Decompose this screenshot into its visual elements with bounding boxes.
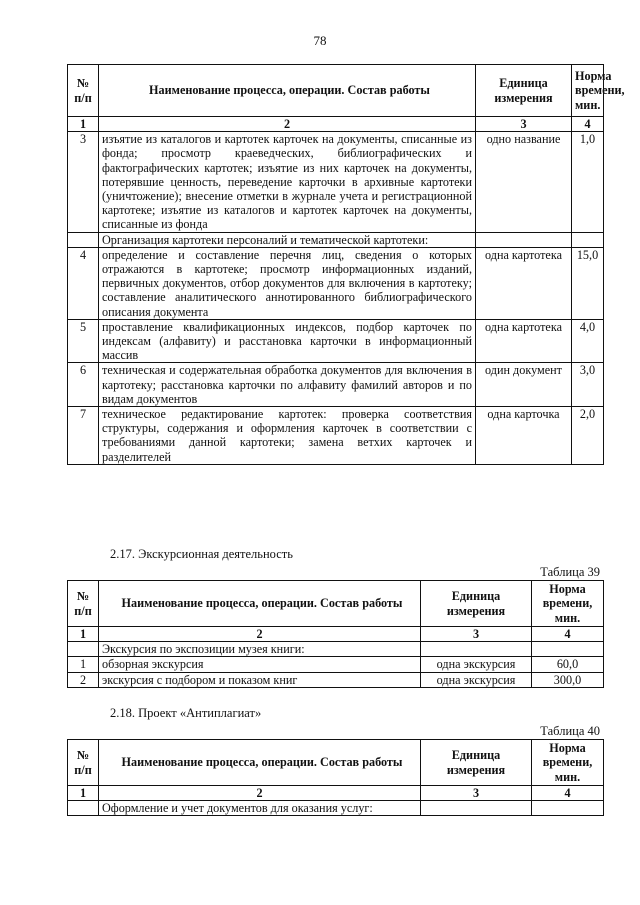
row-desc: обзорная экскурсия <box>99 657 421 672</box>
header-norm: Норма времени, мин. <box>532 581 604 627</box>
table-row <box>68 132 604 232</box>
table-row <box>68 247 604 319</box>
row-num <box>68 232 99 247</box>
row-num: 4 <box>68 247 99 319</box>
row-unit <box>421 642 532 657</box>
index-cell: 2 <box>99 117 476 132</box>
row-num: 7 <box>68 407 99 465</box>
table-row <box>68 363 604 407</box>
index-cell: 4 <box>572 117 604 132</box>
header-name: Наименование процесса, операции. Состав работы <box>99 581 421 627</box>
table-row <box>68 642 604 657</box>
index-cell: 3 <box>476 117 572 132</box>
table-row <box>68 232 604 247</box>
index-row <box>68 117 604 132</box>
index-cell: 4 <box>532 786 604 801</box>
row-norm <box>572 232 604 247</box>
page-number: 78 <box>313 33 327 48</box>
table-caption-39: Таблица 39 <box>540 565 600 579</box>
index-cell: 2 <box>99 627 421 642</box>
row-norm: 3,0 <box>572 363 604 407</box>
header-name: Наименование процесса, операции. Состав работы <box>99 65 476 117</box>
header-num: № п/п <box>68 65 99 117</box>
section-heading-antiplagiat: 2.18. Проект «Антиплагиат» <box>110 706 262 720</box>
header-unit: Единица измерения <box>421 581 532 627</box>
row-num <box>68 642 99 657</box>
header-num: № п/п <box>68 581 99 627</box>
row-num: 3 <box>68 132 99 232</box>
row-desc: Экскурсия по экспозиции музея книги: <box>99 642 421 657</box>
norms-table-continued <box>67 64 625 465</box>
row-num <box>68 801 99 816</box>
header-unit: Единица измерения <box>476 65 572 117</box>
row-norm: 2,0 <box>572 407 604 465</box>
header-unit: Единица измерения <box>421 740 532 786</box>
row-desc: экскурсия с подбором и показом книг <box>99 672 421 687</box>
row-desc: проставление квалификационных индексов, подбор карточек по индексам (алфавиту) и расстановка карточки в информационный массив <box>99 319 476 363</box>
row-num: 6 <box>68 363 99 407</box>
row-desc: изъятие из каталогов и картотек карточек на документы, списанные из фонда; просмотр краеведческих, библиографических и фактографических картотек; изъятие из них карточек на документы, потерявшие ценность, переведение карточки в архивные картотеки (уничтожение); внесение отметки в журнале учета и регистрационной картотеке; изъятие из каталогов и картотек карточек на документы, списанные из фонда <box>99 132 476 232</box>
norms-table-39 <box>67 580 604 688</box>
index-cell: 1 <box>68 117 99 132</box>
header-norm: Норма времени, мин. <box>532 740 604 786</box>
row-unit <box>476 232 572 247</box>
index-cell: 3 <box>421 786 532 801</box>
index-cell: 1 <box>68 627 99 642</box>
table-row <box>68 672 604 687</box>
header-num: № п/п <box>68 740 99 786</box>
row-norm: 4,0 <box>572 319 604 363</box>
row-norm: 60,0 <box>532 657 604 672</box>
header-norm: Норма времени, мин. <box>572 65 604 117</box>
row-unit: один документ <box>476 363 572 407</box>
row-norm <box>532 642 604 657</box>
index-cell: 2 <box>99 786 421 801</box>
index-cell: 3 <box>421 627 532 642</box>
table-row <box>68 407 604 465</box>
norms-table-40 <box>67 739 604 816</box>
row-unit: одна экскурсия <box>421 672 532 687</box>
table-row <box>68 319 604 363</box>
table-row <box>68 657 604 672</box>
row-norm <box>532 801 604 816</box>
table-caption-40: Таблица 40 <box>540 724 600 738</box>
row-norm: 1,0 <box>572 132 604 232</box>
row-norm: 15,0 <box>572 247 604 319</box>
row-unit <box>421 801 532 816</box>
row-desc: техническая и содержательная обработка документов для включения в картотеку; расстановка карточки по алфавиту фамилий авторов и по видам документов <box>99 363 476 407</box>
table-row <box>68 801 604 816</box>
row-desc: техническое редактирование картотек: проверка соответствия структуры, содержания и оформления карточек в соответствии с требованиями данной картотеки; замена ветхих карточек и разделителей <box>99 407 476 465</box>
row-desc: определение и составление перечня лиц, сведения о которых отражаются в картотеке; просмотр информационных изданий, первичных документов, отбор документов для включения в картотеку; составление аналитического аннотированного библиографического описания документа <box>99 247 476 319</box>
row-unit: одна картотека <box>476 319 572 363</box>
row-unit: одна карточка <box>476 407 572 465</box>
row-norm: 300,0 <box>532 672 604 687</box>
row-desc: Оформление и учет документов для оказания услуг: <box>99 801 421 816</box>
row-num: 2 <box>68 672 99 687</box>
row-unit: одна экскурсия <box>421 657 532 672</box>
section-heading-excursions: 2.17. Экскурсионная деятельность <box>110 547 293 561</box>
row-num: 1 <box>68 657 99 672</box>
row-unit: одно название <box>476 132 572 232</box>
header-name: Наименование процесса, операции. Состав работы <box>99 740 421 786</box>
row-num: 5 <box>68 319 99 363</box>
index-cell: 4 <box>532 627 604 642</box>
index-cell: 1 <box>68 786 99 801</box>
index-row <box>68 627 604 642</box>
index-row <box>68 786 604 801</box>
row-desc: Организация картотеки персоналий и тематической картотеки: <box>99 232 476 247</box>
row-unit: одна картотека <box>476 247 572 319</box>
